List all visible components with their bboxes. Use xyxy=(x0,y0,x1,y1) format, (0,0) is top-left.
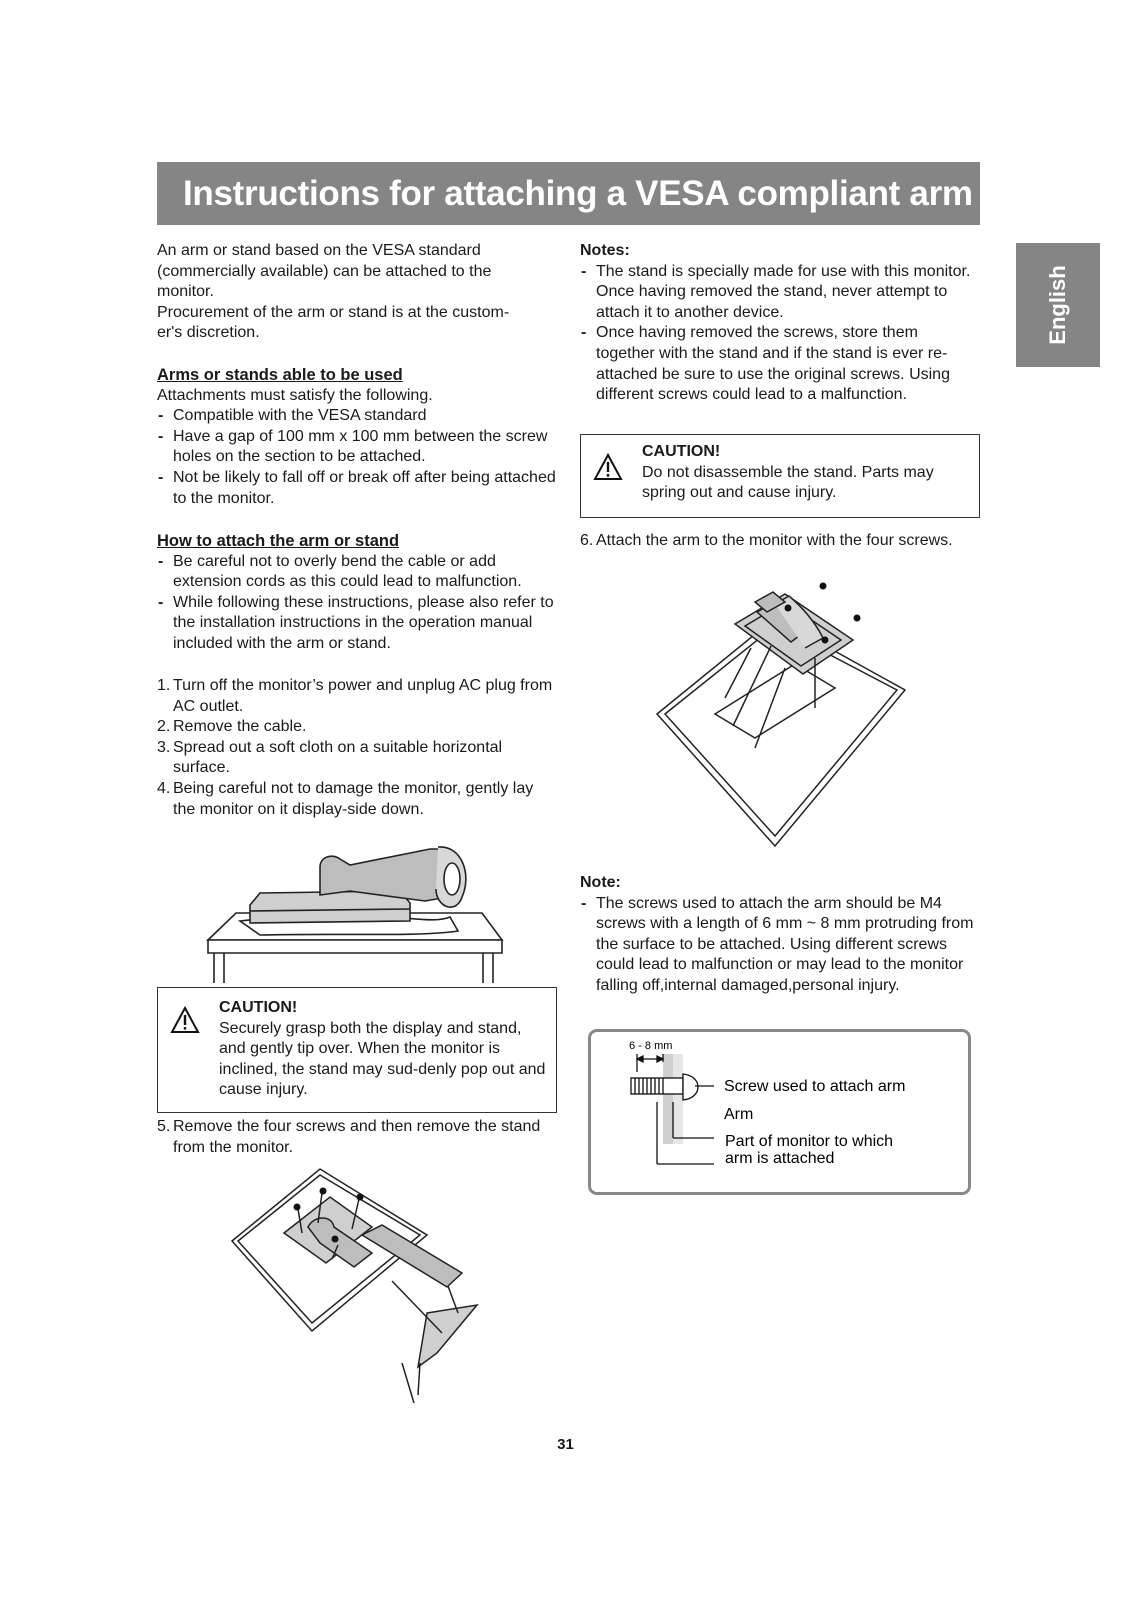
how-section xyxy=(157,531,557,655)
caution-text: Do not disassemble the stand. Parts may spring out and cause injury. xyxy=(642,463,934,502)
arms-list xyxy=(157,406,557,509)
list-item: - The stand is specially made for use with this monitor. Once having removed the stand, never attempt to attach it to another device. xyxy=(580,262,980,324)
screw-diagram xyxy=(588,1029,971,1195)
step-item: 6. Attach the arm to the monitor with the four screws. xyxy=(580,532,953,549)
notes-heading: Notes: xyxy=(580,242,630,259)
caution-title: CAUTION! xyxy=(642,443,721,460)
list-item: - Not be likely to fall off or break off after being attached to the monitor. xyxy=(157,468,557,509)
how-list xyxy=(157,552,557,655)
intro-line: er's discretion. xyxy=(157,324,260,342)
step-item: 1. Turn off the monitor’s power and unplug AC plug from AC outlet. xyxy=(157,677,553,715)
language-tab-label: English xyxy=(1045,265,1070,345)
step-item: 4. Being careful not to damage the monitor, gently lay the monitor on it display-side down. xyxy=(157,779,534,818)
note-heading: Note: xyxy=(580,874,621,891)
intro-line: Procurement of the arm or stand is at the custom- xyxy=(157,303,510,321)
screw-label: Screw used to attach arm xyxy=(724,1078,906,1095)
caution-title: CAUTION! xyxy=(219,999,298,1016)
notes-list xyxy=(580,262,980,406)
warning-triangle-icon xyxy=(170,1006,200,1034)
step-item: 2. Remove the cable. xyxy=(157,718,307,736)
step-6 xyxy=(580,531,980,552)
language-tab xyxy=(1016,243,1100,367)
list-item: - The screws used to attach the arm should be M4 screws with a length of 6 mm ~ 8 mm protruding from the surface to be attached. Using different screws could lead to malfunction or may lead to the monitor falling off,internal damaged,personal injury. xyxy=(580,894,980,997)
list-item: - Compatible with the VESA standard xyxy=(157,406,557,427)
step-item: 3. Spread out a soft cloth on a suitable horizontal surface. xyxy=(157,738,503,777)
stand-removal-illustration xyxy=(222,1163,492,1403)
step-5 xyxy=(157,1117,557,1158)
list-item: - Once having removed the screws, store them together with the stand and if the stand is ever re-attached be sure to use the original screws. Using different screws could lead to a malfunction. xyxy=(580,323,980,405)
step-item: 5. Remove the four screws and then remove the stand from the monitor. xyxy=(157,1118,541,1156)
intro-line: An arm or stand based on the VESA standard xyxy=(157,242,481,259)
how-heading: How to attach the arm or stand xyxy=(157,532,400,550)
list-item: - Be careful not to overly bend the cable or add extension cords as this could lead to malfunction. xyxy=(157,552,557,593)
steps-list xyxy=(157,676,557,820)
arms-heading: Arms or stands able to be used xyxy=(157,366,403,384)
warning-triangle-icon xyxy=(593,453,623,481)
caution-box-left xyxy=(157,987,557,1113)
part-label-line2: arm is attached xyxy=(725,1150,835,1167)
dimension-label: 6 - 8 mm xyxy=(629,1040,673,1052)
screw-diagram-drawing xyxy=(591,1032,968,1192)
intro-line: (commercially available) can be attached to the xyxy=(157,262,492,280)
intro-paragraph xyxy=(157,241,557,344)
intro-line: monitor. xyxy=(157,283,214,301)
arm-label: Arm xyxy=(724,1106,754,1123)
caution-text: Securely grasp both the display and stand, and gently tip over. When the monitor is inclined, the stand may sud-denly pop out and cause injury. xyxy=(219,1019,546,1099)
part-label-line1: Part of monitor to which xyxy=(725,1133,894,1150)
list-item: - Have a gap of 100 mm x 100 mm between the screw holes on the section to be attached. xyxy=(157,427,557,468)
note-section xyxy=(580,873,980,997)
monitor-on-table-illustration xyxy=(200,835,510,985)
notes-section xyxy=(580,241,980,406)
page-number: 31 xyxy=(557,1436,574,1453)
page-title: Instructions for attaching a VESA compliant arm xyxy=(157,162,980,225)
arm-attachment-illustration xyxy=(655,578,915,848)
arms-lead: Attachments must satisfy the following. xyxy=(157,386,433,404)
note-list xyxy=(580,894,980,997)
list-item: - While following these instructions, please also refer to the installation instructions in the operation manual included with the arm or stand. xyxy=(157,593,557,655)
caution-box-right xyxy=(580,434,980,518)
arms-section xyxy=(157,365,557,509)
